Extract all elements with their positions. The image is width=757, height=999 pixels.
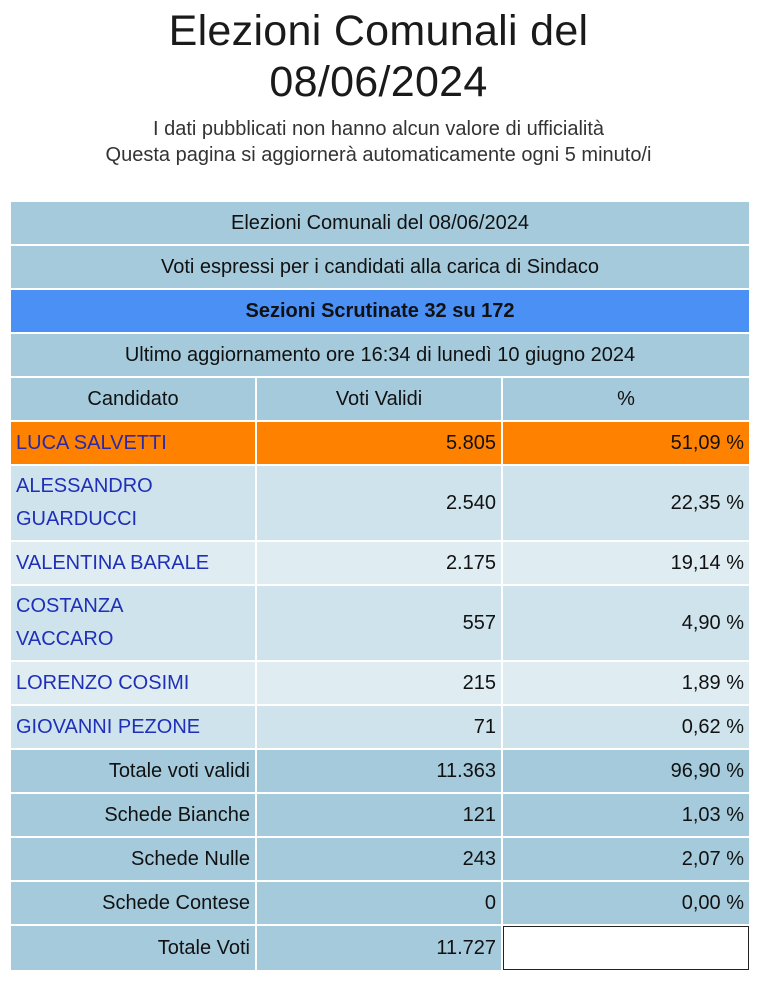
candidate-name[interactable] [11, 586, 255, 660]
candidate-votes: 557 [257, 586, 501, 660]
page-title [0, 6, 757, 108]
last-update: Ultimo aggiornamento ore 16:34 di lunedì 10 giugno 2024 [11, 334, 749, 376]
disclaimer-text: I dati pubblicati non hanno alcun valore di ufficialità [152, 118, 605, 140]
candidate-name-line1: COSTANZA [16, 595, 124, 617]
totals-label: Totale Voti [11, 926, 255, 970]
candidate-name[interactable] [11, 706, 255, 748]
col-header-pct: % [503, 378, 749, 420]
totals-value: 243 [257, 838, 501, 880]
candidate-name-line1: LORENZO COSIMI [16, 671, 190, 694]
sezioni-scrutinate: Sezioni Scrutinate 32 su 172 [11, 290, 749, 332]
totals-row [11, 794, 749, 836]
results-table [9, 200, 751, 972]
candidate-name[interactable] [11, 542, 255, 584]
totals-pct: 96,90 % [503, 750, 749, 792]
candidate-pct: 19,14 % [503, 542, 749, 584]
candidate-name[interactable] [11, 662, 255, 704]
table-title-row [11, 202, 749, 244]
candidate-name[interactable] [11, 466, 255, 540]
col-header-candidate: Candidato [11, 378, 255, 420]
totals-label: Schede Nulle [11, 838, 255, 880]
candidate-row[interactable] [11, 706, 749, 748]
totals-label: Schede Bianche [11, 794, 255, 836]
candidate-name-line1: GIOVANNI PEZONE [16, 715, 201, 738]
totals-value: 121 [257, 794, 501, 836]
candidate-name-line2: VACCARO [16, 628, 114, 650]
candidate-pct: 0,62 % [503, 706, 749, 748]
candidate-row[interactable] [11, 662, 749, 704]
candidate-name-line2: GUARDUCCI [16, 508, 138, 530]
table-subtitle-row [11, 246, 749, 288]
totals-row [11, 882, 749, 924]
page-title-line2: 08/06/2024 [269, 58, 488, 106]
candidate-pct: 51,09 % [503, 422, 749, 464]
candidate-pct: 22,35 % [503, 466, 749, 540]
totals-label: Totale voti validi [11, 750, 255, 792]
totals-value: 11.727 [257, 926, 501, 970]
candidate-row-winner[interactable] [11, 422, 749, 464]
totals-pct-empty [503, 926, 749, 970]
candidate-votes: 2.175 [257, 542, 501, 584]
col-header-votes: Voti Validi [257, 378, 501, 420]
totals-row [11, 838, 749, 880]
totals-row-grand-total [11, 926, 749, 970]
totals-pct: 0,00 % [503, 882, 749, 924]
candidate-name-line1: ALESSANDRO [16, 475, 153, 497]
candidate-row[interactable] [11, 542, 749, 584]
column-header-row [11, 378, 749, 420]
update-row [11, 334, 749, 376]
page-title-line1: Elezioni Comunali del [168, 7, 589, 55]
candidate-row[interactable] [11, 586, 749, 660]
page-header [0, 6, 757, 168]
candidate-votes: 215 [257, 662, 501, 704]
candidate-name-line1: VALENTINA BARALE [16, 551, 210, 574]
candidate-row[interactable] [11, 466, 749, 540]
totals-label: Schede Contese [11, 882, 255, 924]
table-subtitle: Voti espressi per i candidati alla carica di Sindaco [11, 246, 749, 288]
candidate-name-line1: LUCA SALVETTI [16, 431, 167, 454]
candidate-votes: 5.805 [257, 422, 501, 464]
candidate-pct: 1,89 % [503, 662, 749, 704]
totals-pct: 1,03 % [503, 794, 749, 836]
candidate-votes: 2.540 [257, 466, 501, 540]
totals-pct: 2,07 % [503, 838, 749, 880]
candidate-pct: 4,90 % [503, 586, 749, 660]
totals-row [11, 750, 749, 792]
totals-value: 11.363 [257, 750, 501, 792]
candidate-name[interactable] [11, 422, 255, 464]
totals-value: 0 [257, 882, 501, 924]
table-title: Elezioni Comunali del 08/06/2024 [11, 202, 749, 244]
candidate-votes: 71 [257, 706, 501, 748]
refresh-notice: Questa pagina si aggiornerà automaticamente ogni 5 minuto/i [105, 144, 652, 166]
sezioni-row [11, 290, 749, 332]
